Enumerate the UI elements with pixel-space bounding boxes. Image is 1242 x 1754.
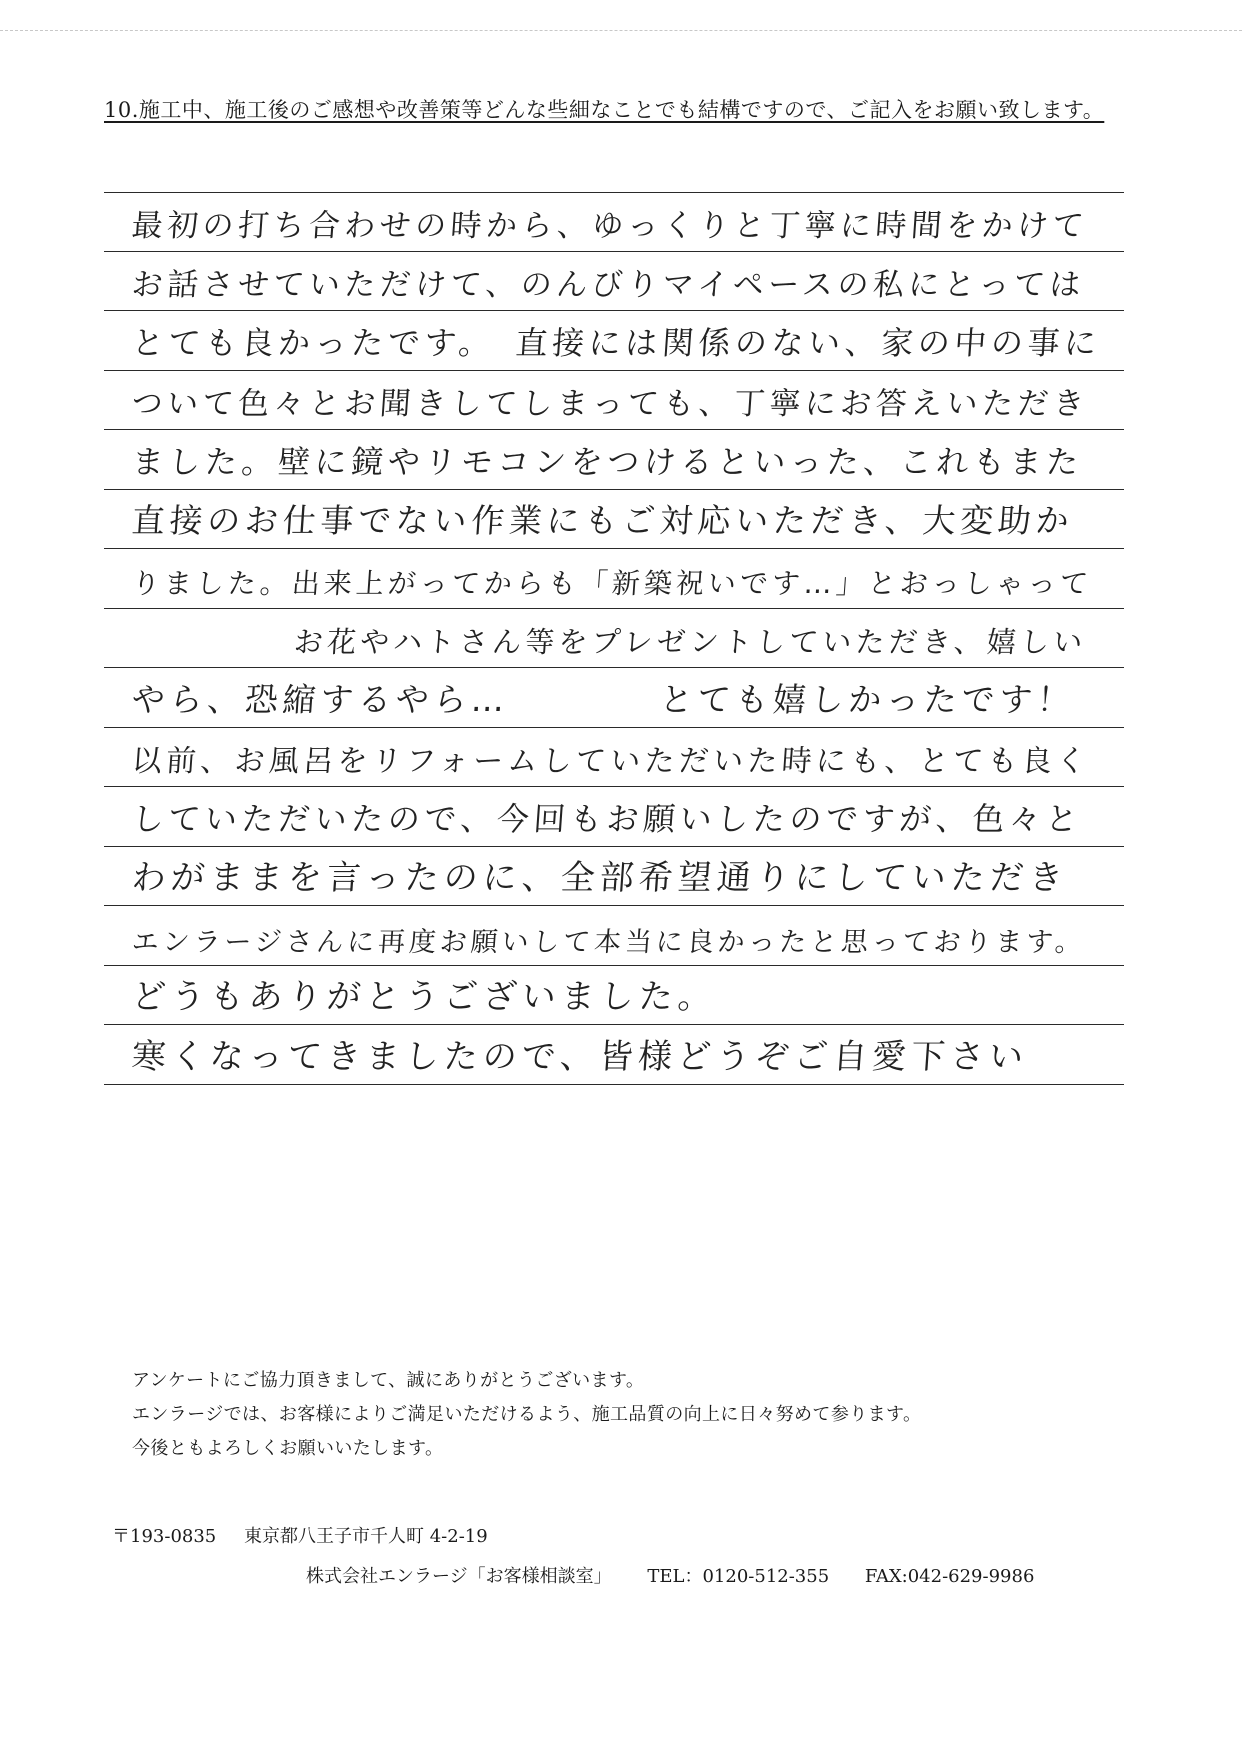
- fax-number: FAX:042-629-9986: [864, 1566, 1035, 1587]
- answer-line: [104, 728, 1124, 788]
- handwritten-text: 直接のお仕事でない作業にもご対応いただき、大変助か: [130, 501, 1075, 540]
- answer-line: [104, 192, 1124, 252]
- handwritten-text: エンラージさんに再度お願いして本当に良かったと思っております。: [130, 926, 1087, 958]
- street-address: 東京都八王子市千人町 4-2-19: [243, 1526, 488, 1547]
- answer-line: [104, 549, 1124, 609]
- handwritten-answer-area: [104, 192, 1124, 1085]
- answer-line: [104, 966, 1124, 1026]
- closing-line-1: アンケートにご協力頂きまして、誠にありがとうございます。: [132, 1370, 645, 1391]
- phone-number: TEL：0120-512-355: [647, 1566, 830, 1587]
- handwritten-text: どうもありがとうございました。: [130, 977, 719, 1017]
- handwritten-text: 寒くなってきましたので、皆様どうぞご自愛下さい: [130, 1036, 1030, 1077]
- handwritten-text: 以前、お風呂をリフォームしていただいた時にも、とても良く: [130, 744, 1092, 779]
- handwritten-text: ついて色々とお聞きしてしまっても、丁寧にお答えいただき: [130, 386, 1090, 422]
- answer-line: [104, 847, 1124, 907]
- closing-line-3: 今後ともよろしくお願いいたします。: [132, 1438, 444, 1459]
- company-contact: [306, 1562, 1034, 1588]
- postal-code: 〒193-0835: [112, 1526, 217, 1547]
- answer-line: [104, 668, 1124, 728]
- answer-line: [104, 787, 1124, 847]
- handwritten-text: わがままを言ったのに、全部希望通りにしていただき: [130, 858, 1070, 898]
- address-block: [112, 1522, 488, 1548]
- question-text: 10.施工中、施工後のご感想や改善策等どんな些細なことでも結構ですので、ご記入をお願い致します。: [104, 98, 1105, 122]
- closing-line-2: エンラージでは、お客様によりご満足いただけるよう、施工品質の向上に日々努めて参ります。: [132, 1404, 922, 1425]
- answer-line: [104, 906, 1124, 966]
- answer-line: [104, 609, 1124, 669]
- answer-line: [104, 252, 1124, 312]
- closing-message: [132, 1364, 1112, 1466]
- handwritten-text: ました。壁に鏡やリモコンをつけるといった、これもまた: [130, 442, 1085, 481]
- handwritten-text: 最初の打ち合わせの時から、ゆっくりと丁寧に時間をかけて: [130, 207, 1090, 244]
- answer-line: [104, 430, 1124, 490]
- handwritten-text: お花やハトさん等をプレゼントしていただき、嬉しい: [292, 625, 1088, 659]
- scan-artifact-line: [0, 30, 1242, 32]
- handwritten-text: していただいたので、今回もお願いしたのですが、色々と: [130, 799, 1084, 838]
- handwritten-text: りました。出来上がってからも「新築祝いです…」とおっしゃって: [130, 566, 1094, 600]
- answer-line: [104, 1025, 1124, 1085]
- answer-line: [104, 371, 1124, 431]
- answer-line: [104, 490, 1124, 550]
- company-name: 株式会社エンラージ「お客様相談室」: [306, 1566, 612, 1587]
- handwritten-text: とても良かったです。 直接には関係のない、家の中の事に: [130, 323, 1103, 362]
- handwritten-text: やら、恐縮するやら… とても嬉しかったです！: [130, 679, 1077, 719]
- answer-line: [104, 311, 1124, 371]
- handwritten-text: お話させていただけて、のんびりマイペースの私にとっては: [130, 267, 1087, 303]
